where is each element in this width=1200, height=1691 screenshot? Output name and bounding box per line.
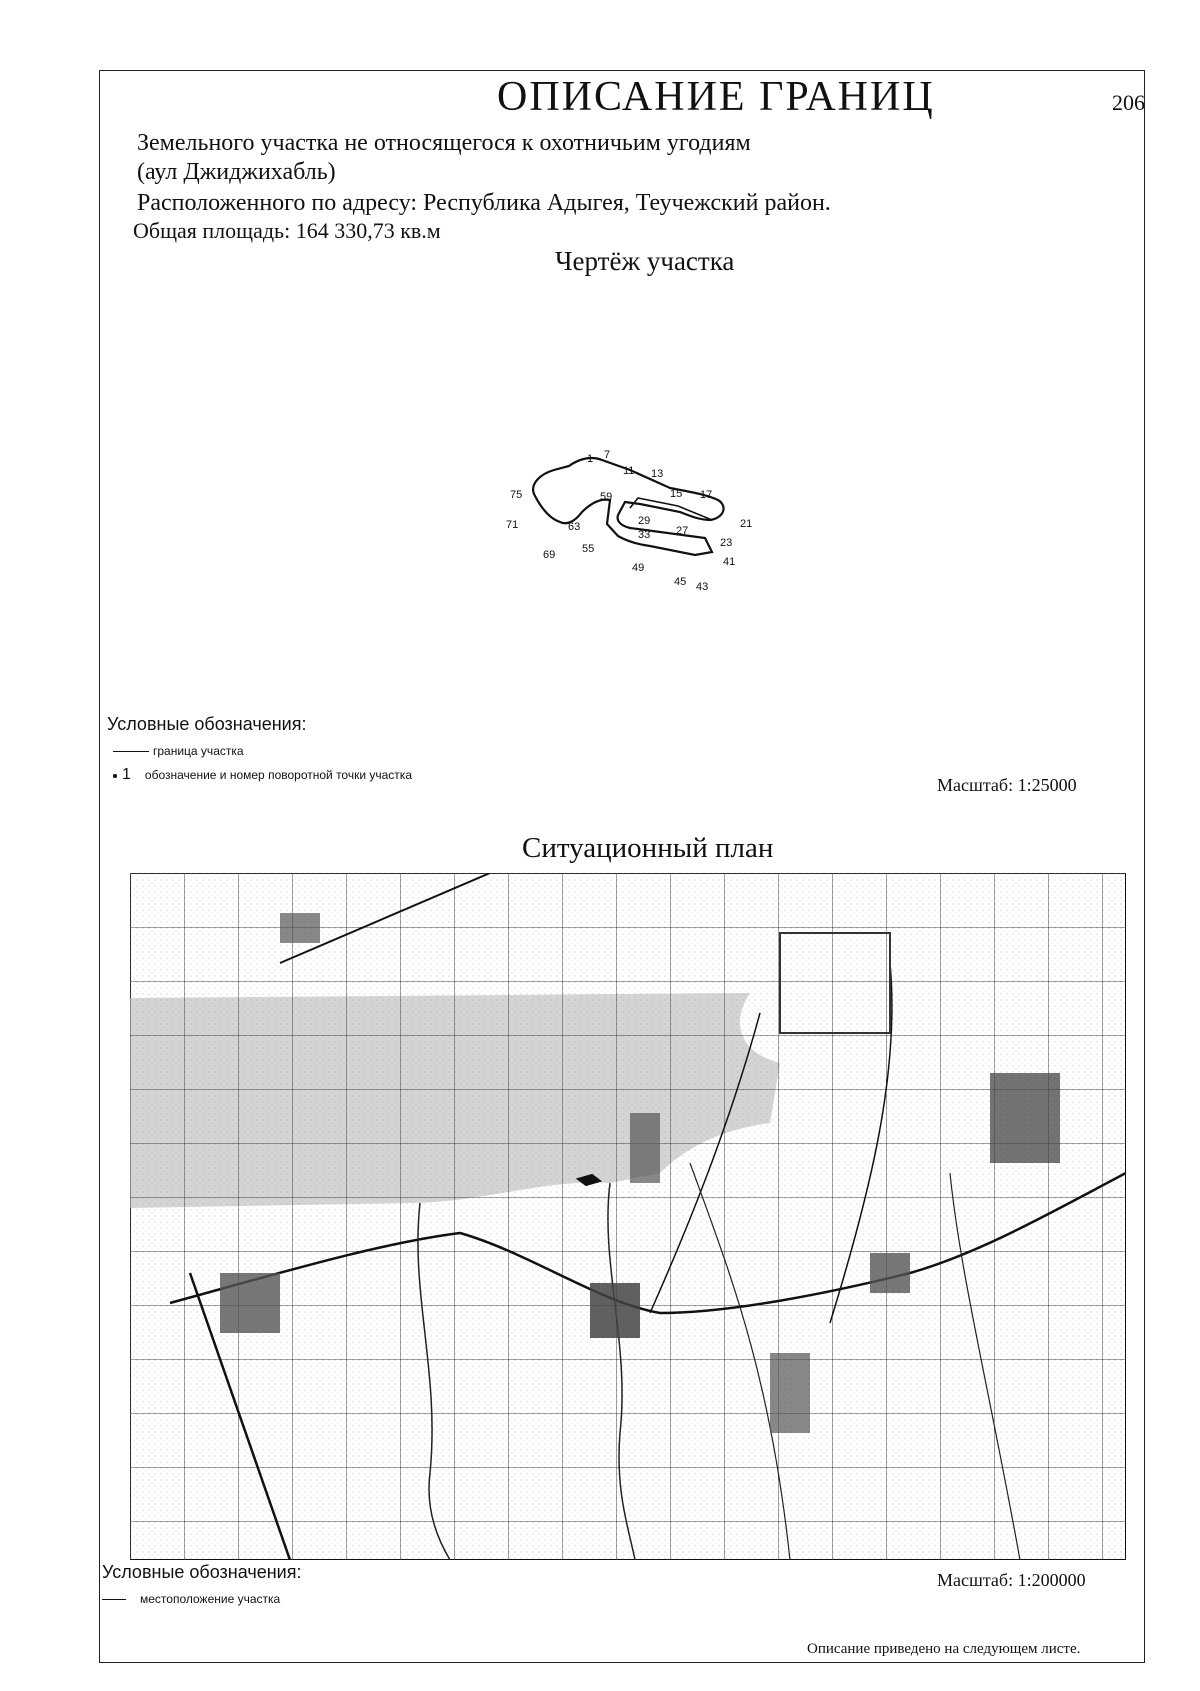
plot-area: Общая площадь: 164 330,73 кв.м (133, 218, 441, 243)
map-grid (130, 873, 1126, 1560)
plot-description-line-1: Земельного участка не относящегося к охотничьим угодиям (137, 130, 751, 156)
point-label: 7 (604, 449, 611, 461)
legend-boundary-item (113, 744, 244, 758)
point-label: 59 (600, 491, 613, 503)
point-label: 63 (568, 521, 581, 533)
point-label: 21 (740, 518, 753, 530)
boundary-line-icon (113, 751, 149, 752)
point-dot-icon (113, 774, 117, 778)
map-scale: Масштаб: 1:200000 (937, 1570, 1086, 1590)
map-settlement (870, 1253, 910, 1293)
point-label: 27 (676, 525, 689, 537)
plot-description-line-2: (аул Джиджихабль) (137, 159, 336, 185)
point-label: 15 (670, 488, 683, 500)
legend-point-label: обозначение и номер поворотной точки участка (144, 768, 412, 782)
point-label: 45 (674, 576, 687, 588)
page-number: 206 (1112, 90, 1145, 115)
point-label: 11 (623, 465, 635, 477)
drawing-scale: Масштаб: 1:25000 (937, 775, 1077, 795)
map-legend-title: Условные обозначения: (102, 1562, 302, 1582)
drawing-title: Чертёж участка (555, 246, 735, 276)
point-label: 49 (632, 562, 645, 574)
point-label: 71 (506, 519, 519, 531)
map-settlement (590, 1283, 640, 1338)
point-label: 55 (582, 543, 595, 555)
plot-boundary-drawing (500, 440, 780, 600)
point-label: 29 (638, 515, 651, 527)
situation-plan-title: Ситуационный план (522, 832, 774, 864)
legend-point-sample: 1 (122, 766, 131, 783)
legend-location-item (102, 1592, 280, 1606)
footer-note: Описание приведено на следующем листе. (807, 1641, 1081, 1657)
map-settlement (280, 913, 320, 943)
map-settlement (990, 1073, 1060, 1163)
point-label: 13 (651, 468, 664, 480)
drawing-legend-title: Условные обозначения: (107, 714, 307, 734)
point-label: 17 (700, 489, 713, 501)
point-label: 1 (587, 453, 594, 465)
point-label: 43 (696, 581, 709, 593)
map-settlement (770, 1353, 810, 1433)
map-settlement (630, 1113, 660, 1183)
point-label: 69 (543, 549, 556, 561)
map-settlement (220, 1273, 280, 1333)
point-label: 75 (510, 489, 523, 501)
point-label: 41 (723, 556, 736, 568)
plot-address: Расположенного по адресу: Республика Адыгея, Теучежский район. (137, 190, 831, 216)
legend-point-item (113, 766, 412, 784)
location-line-icon (102, 1599, 126, 1600)
point-label: 33 (638, 529, 651, 541)
point-label: 23 (720, 537, 733, 549)
situation-map (130, 873, 1126, 1560)
legend-location-label: местоположение участка (140, 1592, 281, 1606)
legend-boundary-label: граница участка (153, 744, 244, 758)
document-title: ОПИСАНИЕ ГРАНИЦ (497, 74, 935, 120)
